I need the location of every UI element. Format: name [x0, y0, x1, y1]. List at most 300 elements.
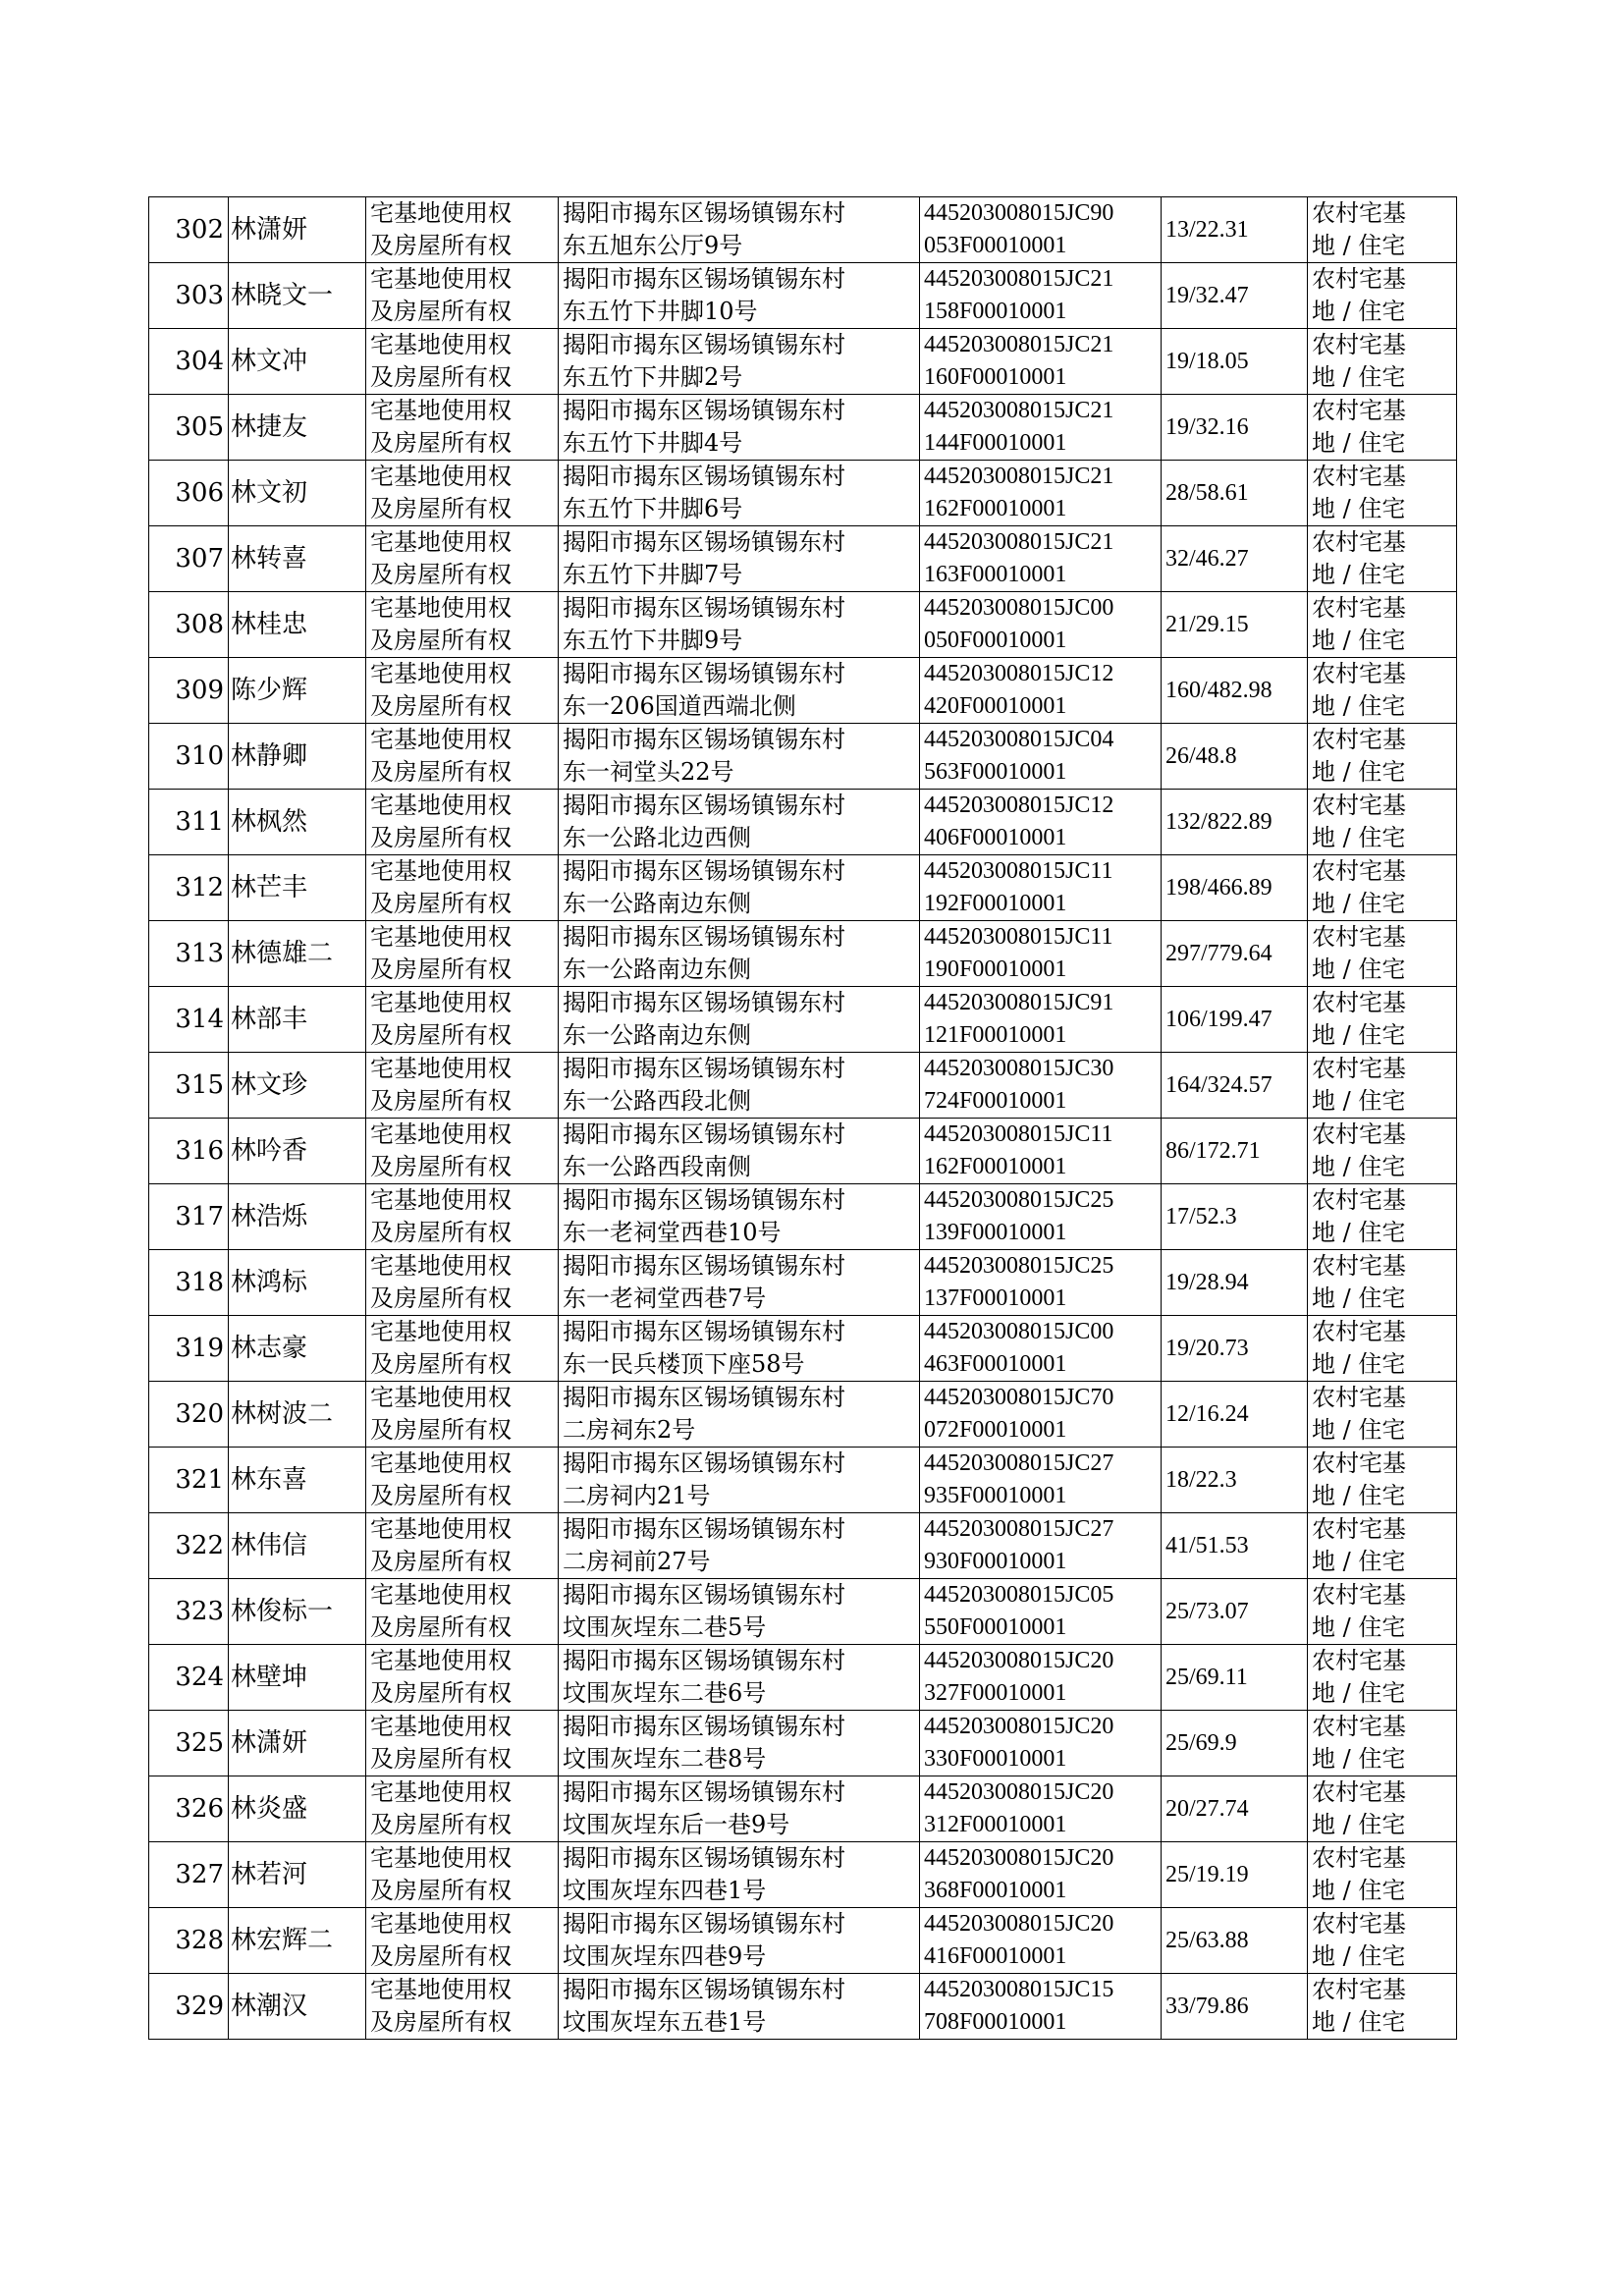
- right-type-line: 宅基地使用权: [370, 1778, 512, 1806]
- unit-code: [920, 395, 1162, 461]
- unit-code-line: 445203008015JC90: [924, 200, 1114, 226]
- table-row: [149, 526, 1457, 592]
- right-type: [366, 1513, 559, 1579]
- unit-code: [920, 1316, 1162, 1382]
- location-address-line: 揭阳市揭东区锡场镇锡东村: [563, 857, 845, 885]
- location-address-line: 二房祠东2号: [563, 1416, 696, 1444]
- row-number: 310: [149, 724, 229, 790]
- location-address: [559, 1974, 920, 2040]
- unit-code: [920, 790, 1162, 855]
- unit-code-line: 445203008015JC21: [924, 464, 1114, 489]
- right-type-line: 及房屋所有权: [370, 1350, 512, 1378]
- location-address-line: 揭阳市揭东区锡场镇锡东村: [563, 726, 845, 753]
- table-row: [149, 592, 1457, 658]
- land-use: [1308, 1711, 1457, 1776]
- unit-code-line: 330F00010001: [924, 1746, 1067, 1772]
- table-row: [149, 855, 1457, 921]
- right-type-line: 及房屋所有权: [370, 956, 512, 983]
- unit-code: [920, 658, 1162, 724]
- table-row: [149, 1645, 1457, 1711]
- land-use-line: 农村宅基: [1312, 1318, 1406, 1345]
- land-use: [1308, 855, 1457, 921]
- owner-name: 陈少辉: [229, 658, 366, 724]
- land-use-line: 地 / 住宅: [1312, 1877, 1406, 1904]
- right-type: [366, 1382, 559, 1448]
- right-type-line: 宅基地使用权: [370, 1910, 512, 1938]
- row-number: 304: [149, 329, 229, 395]
- land-use-line: 农村宅基: [1312, 989, 1406, 1016]
- right-type-line: 及房屋所有权: [370, 890, 512, 917]
- right-type: [366, 1184, 559, 1250]
- land-use: [1308, 526, 1457, 592]
- unit-code-line: 406F00010001: [924, 825, 1067, 850]
- table-row: [149, 1908, 1457, 1974]
- owner-name: 林壁坤: [229, 1645, 366, 1711]
- table-row: [149, 329, 1457, 395]
- land-use-line: 农村宅基: [1312, 1910, 1406, 1938]
- land-use-line: 地 / 住宅: [1312, 1284, 1406, 1312]
- land-use-line: 农村宅基: [1312, 331, 1406, 358]
- table-row: [149, 1776, 1457, 1842]
- location-address-line: 东一老祠堂西巷7号: [563, 1284, 767, 1312]
- location-address-line: 揭阳市揭东区锡场镇锡东村: [563, 1384, 845, 1411]
- right-type: [366, 855, 559, 921]
- unit-code-line: 445203008015JC91: [924, 990, 1114, 1015]
- location-address-line: 东一206国道西端北侧: [563, 692, 796, 720]
- right-type: [366, 1250, 559, 1316]
- location-address-line: 揭阳市揭东区锡场镇锡东村: [563, 923, 845, 951]
- location-address-line: 揭阳市揭东区锡场镇锡东村: [563, 1647, 845, 1674]
- unit-code-line: 445203008015JC15: [924, 1977, 1114, 2002]
- right-type: [366, 1316, 559, 1382]
- right-type-line: 及房屋所有权: [370, 758, 512, 786]
- unit-code-line: 563F00010001: [924, 759, 1067, 785]
- location-address-line: 坟围灰埕东五巷1号: [563, 2008, 767, 2036]
- owner-name: 林德雄二: [229, 921, 366, 987]
- location-address: [559, 1513, 920, 1579]
- right-type: [366, 987, 559, 1053]
- table-row: [149, 1842, 1457, 1908]
- row-number: 316: [149, 1119, 229, 1184]
- owner-name: 林静卿: [229, 724, 366, 790]
- row-number: 320: [149, 1382, 229, 1448]
- unit-code-line: 445203008015JC21: [924, 529, 1114, 555]
- right-type-line: 及房屋所有权: [370, 1219, 512, 1246]
- land-use-line: 农村宅基: [1312, 1713, 1406, 1740]
- location-address-line: 东一公路西段南侧: [563, 1153, 751, 1180]
- unit-code-line: 445203008015JC27: [924, 1516, 1114, 1542]
- area-value: 28/58.61: [1162, 461, 1308, 526]
- unit-code-line: 445203008015JC11: [924, 924, 1113, 950]
- unit-code-line: 137F00010001: [924, 1285, 1067, 1311]
- right-type-line: 宅基地使用权: [370, 726, 512, 753]
- location-address: [559, 263, 920, 329]
- right-type-line: 宅基地使用权: [370, 1515, 512, 1543]
- location-address-line: 揭阳市揭东区锡场镇锡东村: [563, 1581, 845, 1609]
- area-value: 132/822.89: [1162, 790, 1308, 855]
- table-row: [149, 1250, 1457, 1316]
- location-address-line: 揭阳市揭东区锡场镇锡东村: [563, 1515, 845, 1543]
- unit-code-line: 445203008015JC20: [924, 1714, 1114, 1739]
- location-address: [559, 1053, 920, 1119]
- unit-code-line: 121F00010001: [924, 1022, 1067, 1048]
- location-address-line: 东一公路北边西侧: [563, 824, 751, 851]
- unit-code-line: 420F00010001: [924, 693, 1067, 719]
- right-type: [366, 1579, 559, 1645]
- owner-name: 林文冲: [229, 329, 366, 395]
- location-address-line: 坟围灰埕东二巷6号: [563, 1679, 767, 1707]
- table-row: [149, 1974, 1457, 2040]
- location-address: [559, 197, 920, 263]
- land-use-line: 地 / 住宅: [1312, 1219, 1406, 1246]
- unit-code-line: 445203008015JC00: [924, 595, 1114, 621]
- right-type-line: 宅基地使用权: [370, 1449, 512, 1477]
- location-address-line: 二房祠前27号: [563, 1548, 711, 1575]
- unit-code-line: 445203008015JC20: [924, 1648, 1114, 1673]
- right-type-line: 及房屋所有权: [370, 232, 512, 259]
- land-use-line: 地 / 住宅: [1312, 561, 1406, 588]
- location-address-line: 东五竹下井脚9号: [563, 627, 743, 654]
- land-use-line: 农村宅基: [1312, 1186, 1406, 1214]
- area-value: 19/32.47: [1162, 263, 1308, 329]
- land-use: [1308, 1842, 1457, 1908]
- owner-name: 林炎盛: [229, 1776, 366, 1842]
- unit-code: [920, 1053, 1162, 1119]
- right-type: [366, 1974, 559, 2040]
- table-row: [149, 1448, 1457, 1513]
- land-use-line: 地 / 住宅: [1312, 1350, 1406, 1378]
- location-address-line: 坟围灰埕东二巷5号: [563, 1613, 767, 1641]
- right-type: [366, 1908, 559, 1974]
- unit-code-line: 192F00010001: [924, 891, 1067, 916]
- owner-name: 林桂忠: [229, 592, 366, 658]
- registry-table: [148, 196, 1457, 2040]
- owner-name: 林志豪: [229, 1316, 366, 1382]
- location-address: [559, 1184, 920, 1250]
- right-type-line: 宅基地使用权: [370, 1581, 512, 1609]
- right-type: [366, 1645, 559, 1711]
- location-address: [559, 921, 920, 987]
- location-address: [559, 526, 920, 592]
- right-type-line: 宅基地使用权: [370, 594, 512, 622]
- land-use-line: 地 / 住宅: [1312, 1416, 1406, 1444]
- land-use-line: 地 / 住宅: [1312, 1811, 1406, 1838]
- right-type: [366, 263, 559, 329]
- land-use: [1308, 1974, 1457, 2040]
- land-use: [1308, 1645, 1457, 1711]
- right-type-line: 及房屋所有权: [370, 1548, 512, 1575]
- location-address-line: 揭阳市揭东区锡场镇锡东村: [563, 1186, 845, 1214]
- land-use-line: 地 / 住宅: [1312, 824, 1406, 851]
- location-address-line: 揭阳市揭东区锡场镇锡东村: [563, 660, 845, 687]
- unit-code: [920, 461, 1162, 526]
- location-address: [559, 1316, 920, 1382]
- owner-name: 林鸿标: [229, 1250, 366, 1316]
- location-address: [559, 329, 920, 395]
- land-use-line: 农村宅基: [1312, 1581, 1406, 1609]
- location-address-line: 东一老祠堂西巷10号: [563, 1219, 782, 1246]
- land-use-line: 农村宅基: [1312, 792, 1406, 819]
- unit-code-line: 160F00010001: [924, 364, 1067, 390]
- unit-code: [920, 1776, 1162, 1842]
- right-type: [366, 526, 559, 592]
- unit-code: [920, 1513, 1162, 1579]
- row-number: 309: [149, 658, 229, 724]
- owner-name: 林东喜: [229, 1448, 366, 1513]
- owner-name: 林捷友: [229, 395, 366, 461]
- unit-code-line: 445203008015JC00: [924, 1319, 1114, 1344]
- right-type-line: 宅基地使用权: [370, 265, 512, 293]
- unit-code: [920, 1645, 1162, 1711]
- location-address-line: 揭阳市揭东区锡场镇锡东村: [563, 1252, 845, 1280]
- right-type-line: 及房屋所有权: [370, 2008, 512, 2036]
- right-type: [366, 658, 559, 724]
- location-address-line: 揭阳市揭东区锡场镇锡东村: [563, 265, 845, 293]
- location-address: [559, 1382, 920, 1448]
- land-use-line: 农村宅基: [1312, 528, 1406, 556]
- row-number: 307: [149, 526, 229, 592]
- location-address: [559, 1776, 920, 1842]
- row-number: 317: [149, 1184, 229, 1250]
- row-number: 318: [149, 1250, 229, 1316]
- area-value: 198/466.89: [1162, 855, 1308, 921]
- right-type: [366, 1448, 559, 1513]
- land-use-line: 地 / 住宅: [1312, 429, 1406, 457]
- location-address-line: 揭阳市揭东区锡场镇锡东村: [563, 528, 845, 556]
- table-row: [149, 987, 1457, 1053]
- location-address: [559, 724, 920, 790]
- land-use-line: 地 / 住宅: [1312, 232, 1406, 259]
- location-address-line: 揭阳市揭东区锡场镇锡东村: [563, 1844, 845, 1872]
- location-address-line: 揭阳市揭东区锡场镇锡东村: [563, 1449, 845, 1477]
- table-row: [149, 1184, 1457, 1250]
- unit-code: [920, 263, 1162, 329]
- owner-name: 林潇妍: [229, 197, 366, 263]
- location-address: [559, 658, 920, 724]
- owner-name: 林芒丰: [229, 855, 366, 921]
- land-use-line: 农村宅基: [1312, 1252, 1406, 1280]
- right-type-line: 及房屋所有权: [370, 1284, 512, 1312]
- owner-name: 林吟香: [229, 1119, 366, 1184]
- unit-code-line: 445203008015JC12: [924, 661, 1114, 686]
- unit-code: [920, 1448, 1162, 1513]
- land-use-line: 农村宅基: [1312, 1976, 1406, 2003]
- land-use-line: 地 / 住宅: [1312, 298, 1406, 325]
- land-use: [1308, 1119, 1457, 1184]
- unit-code: [920, 329, 1162, 395]
- land-use-line: 地 / 住宅: [1312, 758, 1406, 786]
- right-type: [366, 790, 559, 855]
- land-use-line: 地 / 住宅: [1312, 1482, 1406, 1509]
- location-address: [559, 1250, 920, 1316]
- area-value: 12/16.24: [1162, 1382, 1308, 1448]
- unit-code: [920, 592, 1162, 658]
- unit-code-line: 445203008015JC11: [924, 858, 1113, 884]
- owner-name: 林转喜: [229, 526, 366, 592]
- land-use-line: 农村宅基: [1312, 923, 1406, 951]
- unit-code-line: 445203008015JC30: [924, 1056, 1114, 1081]
- right-type-line: 宅基地使用权: [370, 199, 512, 227]
- owner-name: 林宏辉二: [229, 1908, 366, 1974]
- location-address: [559, 1448, 920, 1513]
- land-use-line: 农村宅基: [1312, 660, 1406, 687]
- area-value: 25/19.19: [1162, 1842, 1308, 1908]
- right-type-line: 及房屋所有权: [370, 1482, 512, 1509]
- location-address-line: 揭阳市揭东区锡场镇锡东村: [563, 331, 845, 358]
- unit-code-line: 162F00010001: [924, 496, 1067, 521]
- location-address-line: 揭阳市揭东区锡场镇锡东村: [563, 1910, 845, 1938]
- land-use-line: 地 / 住宅: [1312, 627, 1406, 654]
- unit-code: [920, 987, 1162, 1053]
- area-value: 32/46.27: [1162, 526, 1308, 592]
- unit-code-line: 072F00010001: [924, 1417, 1067, 1443]
- row-number: 325: [149, 1711, 229, 1776]
- owner-name: 林文初: [229, 461, 366, 526]
- unit-code-line: 053F00010001: [924, 233, 1067, 258]
- area-value: 19/28.94: [1162, 1250, 1308, 1316]
- right-type-line: 及房屋所有权: [370, 1613, 512, 1641]
- area-value: 18/22.3: [1162, 1448, 1308, 1513]
- unit-code-line: 708F00010001: [924, 2009, 1067, 2035]
- unit-code-line: 445203008015JC25: [924, 1253, 1114, 1279]
- unit-code-line: 139F00010001: [924, 1220, 1067, 1245]
- right-type-line: 宅基地使用权: [370, 528, 512, 556]
- land-use-line: 地 / 住宅: [1312, 1942, 1406, 1970]
- location-address: [559, 987, 920, 1053]
- unit-code: [920, 921, 1162, 987]
- right-type-line: 及房屋所有权: [370, 1877, 512, 1904]
- land-use: [1308, 1448, 1457, 1513]
- right-type-line: 及房屋所有权: [370, 1416, 512, 1444]
- unit-code: [920, 1184, 1162, 1250]
- land-use: [1308, 263, 1457, 329]
- unit-code-line: 312F00010001: [924, 1812, 1067, 1837]
- area-value: 25/73.07: [1162, 1579, 1308, 1645]
- unit-code-line: 050F00010001: [924, 628, 1067, 653]
- land-use: [1308, 329, 1457, 395]
- area-value: 19/32.16: [1162, 395, 1308, 461]
- table-row: [149, 1119, 1457, 1184]
- land-use-line: 地 / 住宅: [1312, 1087, 1406, 1115]
- location-address-line: 二房祠内21号: [563, 1482, 711, 1509]
- location-address-line: 东五竹下井脚2号: [563, 363, 743, 391]
- right-type-line: 及房屋所有权: [370, 824, 512, 851]
- right-type-line: 宅基地使用权: [370, 1976, 512, 2003]
- table-row: [149, 1711, 1457, 1776]
- table-row: [149, 790, 1457, 855]
- unit-code-line: 445203008015JC20: [924, 1779, 1114, 1805]
- land-use-line: 地 / 住宅: [1312, 692, 1406, 720]
- right-type-line: 及房屋所有权: [370, 495, 512, 522]
- right-type-line: 及房屋所有权: [370, 1942, 512, 1970]
- area-value: 25/63.88: [1162, 1908, 1308, 1974]
- location-address: [559, 1842, 920, 1908]
- owner-name: 林俊标一: [229, 1579, 366, 1645]
- unit-code-line: 724F00010001: [924, 1088, 1067, 1114]
- right-type-line: 宅基地使用权: [370, 397, 512, 424]
- row-number: 308: [149, 592, 229, 658]
- location-address-line: 东五竹下井脚4号: [563, 429, 743, 457]
- right-type-line: 宅基地使用权: [370, 923, 512, 951]
- location-address: [559, 592, 920, 658]
- location-address: [559, 1908, 920, 1974]
- unit-code: [920, 1119, 1162, 1184]
- land-use-line: 农村宅基: [1312, 1515, 1406, 1543]
- unit-code: [920, 1711, 1162, 1776]
- right-type: [366, 921, 559, 987]
- right-type-line: 及房屋所有权: [370, 627, 512, 654]
- row-number: 314: [149, 987, 229, 1053]
- land-use: [1308, 1184, 1457, 1250]
- table-row: [149, 461, 1457, 526]
- location-address: [559, 461, 920, 526]
- unit-code-line: 445203008015JC20: [924, 1911, 1114, 1937]
- location-address-line: 坟围灰埕东后一巷9号: [563, 1811, 790, 1838]
- land-use-line: 地 / 住宅: [1312, 495, 1406, 522]
- location-address-line: 揭阳市揭东区锡场镇锡东村: [563, 594, 845, 622]
- unit-code: [920, 855, 1162, 921]
- owner-name: 林晓文一: [229, 263, 366, 329]
- owner-name: 林伟信: [229, 1513, 366, 1579]
- unit-code: [920, 1579, 1162, 1645]
- location-address-line: 揭阳市揭东区锡场镇锡东村: [563, 1055, 845, 1082]
- unit-code-line: 445203008015JC04: [924, 727, 1114, 752]
- area-value: 20/27.74: [1162, 1776, 1308, 1842]
- unit-code-line: 158F00010001: [924, 299, 1067, 324]
- table-row: [149, 395, 1457, 461]
- land-use: [1308, 395, 1457, 461]
- right-type: [366, 461, 559, 526]
- right-type-line: 及房屋所有权: [370, 298, 512, 325]
- unit-code-line: 368F00010001: [924, 1878, 1067, 1903]
- location-address: [559, 790, 920, 855]
- location-address-line: 东五竹下井脚7号: [563, 561, 743, 588]
- land-use-line: 农村宅基: [1312, 1384, 1406, 1411]
- owner-name: 林文珍: [229, 1053, 366, 1119]
- row-number: 322: [149, 1513, 229, 1579]
- location-address-line: 坟围灰埕东二巷8号: [563, 1745, 767, 1773]
- land-use-line: 地 / 住宅: [1312, 1021, 1406, 1049]
- right-type: [366, 1053, 559, 1119]
- area-value: 160/482.98: [1162, 658, 1308, 724]
- land-use-line: 农村宅基: [1312, 1647, 1406, 1674]
- table-row: [149, 1513, 1457, 1579]
- right-type-line: 及房屋所有权: [370, 1087, 512, 1115]
- unit-code-line: 190F00010001: [924, 956, 1067, 982]
- table-row: [149, 197, 1457, 263]
- right-type: [366, 1119, 559, 1184]
- table-row: [149, 921, 1457, 987]
- unit-code: [920, 197, 1162, 263]
- land-use-line: 农村宅基: [1312, 1449, 1406, 1477]
- right-type-line: 宅基地使用权: [370, 1318, 512, 1345]
- owner-name: 林部丰: [229, 987, 366, 1053]
- right-type: [366, 329, 559, 395]
- location-address-line: 揭阳市揭东区锡场镇锡东村: [563, 792, 845, 819]
- right-type: [366, 1842, 559, 1908]
- owner-name: 林若河: [229, 1842, 366, 1908]
- right-type: [366, 724, 559, 790]
- row-number: 306: [149, 461, 229, 526]
- unit-code-line: 162F00010001: [924, 1154, 1067, 1179]
- land-use: [1308, 197, 1457, 263]
- row-number: 328: [149, 1908, 229, 1974]
- land-use: [1308, 1908, 1457, 1974]
- right-type-line: 宅基地使用权: [370, 660, 512, 687]
- area-value: 41/51.53: [1162, 1513, 1308, 1579]
- location-address: [559, 1579, 920, 1645]
- land-use: [1308, 921, 1457, 987]
